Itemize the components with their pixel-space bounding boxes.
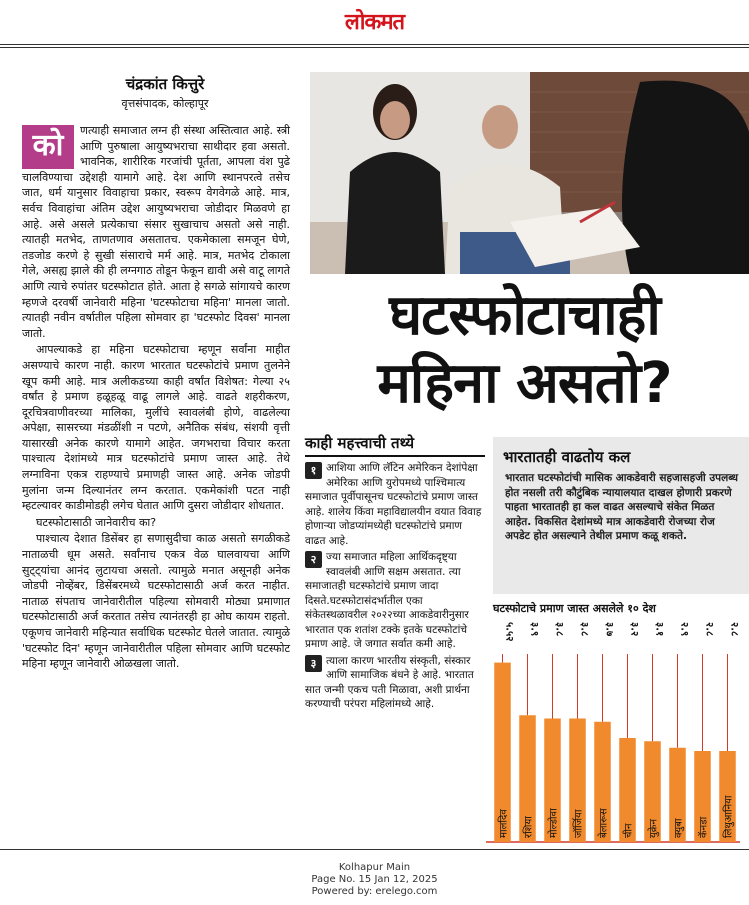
chart-value-label: २.८	[728, 622, 740, 637]
footer	[0, 862, 749, 898]
fact-text: त्याला कारण भारतीय संस्कृती, संस्कार आणि सामाजिक बंधने हे आहे. भारतात सात जन्मी एकच पती मिळावा, अशी प्रार्थना करण्याची परंपरा महिलांमध्ये आहे.	[305, 654, 474, 710]
fact-number: १	[305, 462, 322, 479]
chart-value-label: ३.२	[628, 622, 640, 637]
chart-category-label: कॅनडा	[698, 816, 710, 838]
chart-value-label: २.९	[678, 622, 690, 637]
fact-number: ३	[305, 655, 322, 672]
trend-text: भारतात घटस्फोटांची मासिक आकडेवारी सहजासहजी उपलब्ध होत नसली तरी कौटुंबिक न्यायालयात दाखल होणारी प्रकरणे पाहता भारतातही हा कल वाढत असल्याचे संकेत मिळत आहेत. विकसित देशांमध्ये मात्र आकडेवारी रोजच्या रोज अपडेट होत असल्याने तेथील प्रमाण कळू शकते.	[505, 472, 738, 542]
fact-number: २	[305, 551, 322, 568]
top-rule-2	[0, 47, 749, 48]
top-rule	[0, 44, 749, 45]
chart-category-label: रशिया	[523, 816, 535, 838]
bottom-rule	[0, 849, 749, 850]
chart-value-label: ३.९	[528, 622, 540, 637]
chart-value-label: २.८	[703, 622, 715, 637]
fact-item	[305, 461, 485, 548]
footer-powered-by: Powered by: erelego.com	[311, 886, 438, 897]
chart-category-label: मोल्डोवा	[548, 808, 560, 838]
lokmat-logo: लोकमत	[344, 9, 405, 35]
headline-line-2: महिना असतो?	[377, 351, 672, 416]
chart-value-label: ३.८	[553, 622, 565, 637]
article-paragraph-1-text: णत्याही समाजात लग्न ही संस्था अस्तित्वात आहे. स्त्री आणि पुरुषाला आयुष्यभराचा साथीदार हवा असतो. भावनिक, शारीरिक गरजांची पूर्तता, आपला वंश पुढे चालविण्याचा उद्देशही यामागे आहे. देश आणि स्थानपरत्वे तसेच जात, धर्म यानुसार विवाहाचा प्रकार, स्वरूप वेगवेगळे आहे. मात्र, सर्वच विवाहांचा अंतिम उद्देश आयुष्यभराचा जोडीदार मिळवणे हा आहे. असे असले प्रत्येकाचा संसार सुखाचाच असतो असे नाही. त्यातही मतभेद, ताणतणाव असतातच. एकमेकाला समजून घेणे, तडजोड करणे हे सुखी संसाराचे मर्म आहे. मात्र, मतभेद टोकाला गेले, असह्य झाले की ही लग्नगाठ तोडून फेकून द्यावी असे वाटू लागते आणि त्याचे रुपांतर घटस्फोटात होते. आता हे सगळे सांगायचे कारण म्हणजे दरवर्षी जानेवारी महिना 'घटस्फोटाचा महिना' मानला जातो. त्यातही नवीन वर्षातील पहिला सोमवार हा 'घटस्फोट दिवस' मानला जातो.	[22, 124, 290, 340]
trend-title: भारतातही वाढतोय कल	[503, 448, 631, 466]
footer-edition: Kolhapur Main	[338, 862, 411, 873]
chart-category-label: चीन	[623, 823, 635, 838]
couple-counselling-photo	[310, 72, 749, 274]
chart-category-label: युक्रेन	[648, 818, 660, 838]
photo-illustration	[310, 72, 749, 274]
byline	[50, 74, 280, 111]
fact-text: ज्या समाजात महिला आर्थिकदृष्ट्या स्वावलंबी आणि सक्षम असतात. त्या समाजातही घटस्फोटांचे प्रमाण जादा दिसते.घटस्फोटासंदर्भातील एका संकेतस्थळावरील २०२२च्या आकडेवारीनुसार भारतात एक शतांश टक्के इतके घटस्फोटांचे प्रमाण आहे. जे जगात सर्वात कमी आहे.	[305, 551, 469, 650]
article-paragraph-2: आपल्याकडे हा महिना घटस्फोटाचा म्हणून सर्वांना माहीत असण्याचे कारण नाही. कारण भारतात घटस्फोटांचे प्रमाण तुलनेने खूप कमी आहे. मात्र अलीकडच्या काही वर्षांत विशेषत: गेल्या २५ वर्षांत हे प्रमाण हळूहळू वाढू लागले आहे. वाढते शहरीकरण, दूरचित्रवाणीवरच्या मालिका, मुलींचे स्वावलंबी होणे, वाढलेल्या अपेक्षा, सासरच्या मंडळींशी न पटणे, अनैतिक संबंध, संशयी वृत्ती यासारखी अनेक कारणे यामागे आहेत. जगभराचा विचार करता पाश्चात्य देशांमध्ये मात्र घटस्फोटांचे प्रमाण जास्त आहे. तेथे लग्नाविना एकत्र राहण्याचे प्रमाणही जास्त आहे. अनेक जोडपी मुलांना जन्म दिल्यानंतर लग्न करतात. एकमेकांशी पटत नाही म्हटल्यावर काडीमोडही लगेच घेतात आणि दुसरा जोडीदार शोधतात.	[22, 343, 290, 513]
chart-value-label: ५.५२	[503, 622, 515, 642]
trend-box	[493, 437, 749, 594]
masthead	[0, 0, 749, 46]
chart-value-label: ३.८	[578, 622, 590, 637]
fact-item	[305, 654, 485, 712]
chart-category-label: क्युबा	[673, 818, 685, 838]
chart-category-label: लिथुआनिया	[723, 795, 735, 838]
chart-category-label: जॉर्जिया	[573, 809, 585, 838]
article-subheading: घटस्फोटासाठी जानेवारीच का?	[36, 515, 157, 529]
article-paragraph-1	[22, 123, 290, 341]
article-body	[22, 123, 290, 673]
author-name: चंद्रकांत कित्तुरे	[125, 75, 205, 93]
fact-item	[305, 550, 485, 652]
dropcap: को	[22, 125, 74, 169]
headline-line-1: घटस्फोटाचाही	[389, 283, 660, 348]
chart-value-label: ३.१	[653, 622, 665, 637]
footer-page-info: Page No. 15 Jan 12, 2025	[311, 874, 438, 885]
facts-title: काही महत्त्वाची तथ्ये	[305, 433, 485, 457]
headline	[300, 282, 749, 418]
chart-category-label: मालदिव	[498, 809, 510, 838]
fact-text: आशिया आणि लॅटिन अमेरिकन देशांपेक्षा अमेरिका आणि युरोपमध्ये पाश्चिमात्य समाजात पूर्वीपासूनच घटस्फोटांचे प्रमाण जास्त आहे. शालेय किंवा महाविद्यालयीन वयात विवाह होणाऱ्या जोडप्यांमध्येही घटस्फोटांचे प्रमाण वाढत आहे.	[305, 462, 482, 547]
chart-title: घटस्फोटाचे प्रमाण जास्त असलेले १० देश	[493, 602, 656, 615]
article-paragraph-3: पाश्चात्य देशात डिसेंबर हा सणासुदीचा काळ असतो सगळीकडे नाताळची धूम असते. सर्वांनाच एकत्र वेळ घालवायचा आणि सुट्ट्यांचा आनंद लुटायचा असतो. त्यामुळे मनात असूनही अनेक जोडपी नोव्हेंबर, डिसेंबरमध्ये घटस्फोटासाठी अर्ज करत नाहीत. नाताळ संपताच जानेवारीतील पहिल्या सोमवारी मोठ्या प्रमाणात घटस्फोटासाठी अर्ज करतात तसेच त्यानंतरही हा ओघ कायम राहतो. एकूणच जानेवारी महिन्यात सर्वाधिक घटस्फोट घेतले जातात. त्यामुळे 'घटस्फोट दिन' म्हणून जानेवारीतील पहिला सोमवार आणि घटस्फोट महिना म्हणून जानेवारी ओळखला जातो.	[22, 532, 290, 671]
chart-value-label: ३.७	[603, 622, 615, 637]
author-designation: वृत्तसंपादक, कोल्हापूर	[121, 97, 209, 110]
chart-category-label: बेलारूस	[598, 808, 610, 838]
facts-section	[305, 433, 485, 714]
divorce-rate-bar-chart	[470, 620, 749, 845]
